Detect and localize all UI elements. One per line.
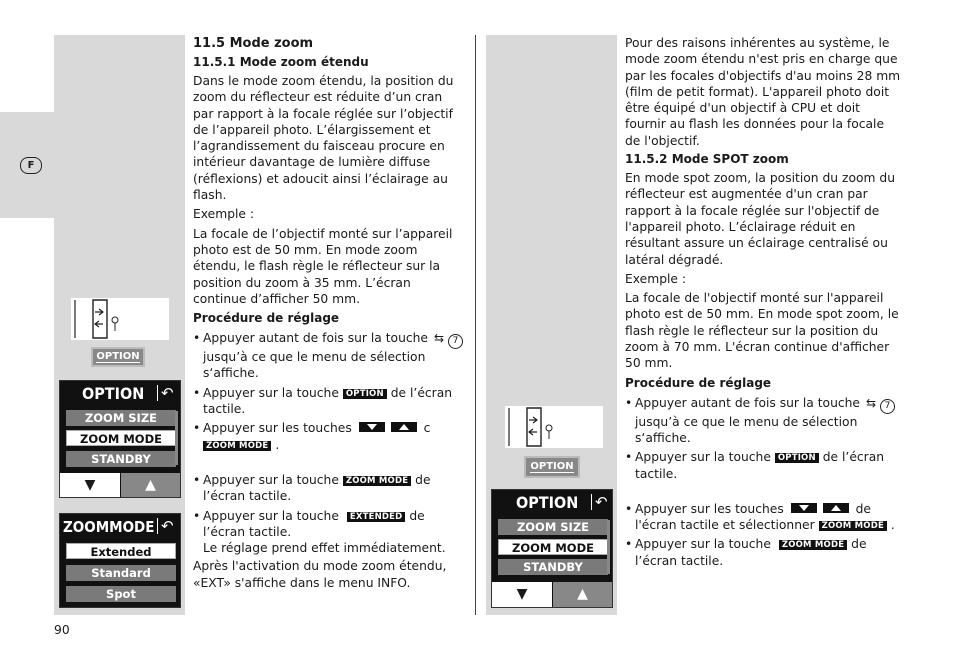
- zoommode-menu-screen: [59, 513, 181, 608]
- paragraph: Après l'activation du mode zoom étendu, «EXT» s'affiche dans le menu INFO.: [193, 559, 447, 590]
- list-item: • Appuyer sur la touche ZOOM MODE de l’écran tactile.: [193, 472, 465, 505]
- menu-item-standard[interactable]: Standard: [66, 565, 176, 581]
- zoom-mode-chip: ZOOM MODE: [779, 540, 847, 550]
- option-menu-screen: [491, 489, 613, 608]
- extended-chip: EXTENDED: [347, 512, 406, 522]
- option-button-label: OPTION: [530, 461, 574, 472]
- menu-item-spot[interactable]: Spot: [66, 586, 176, 602]
- option-menu-screen: [59, 380, 181, 498]
- subsection-title: 11.5.1 Mode zoom étendu: [193, 55, 369, 69]
- list-item: • Appuyer autant de fois sur la touche ⇆ 7 jusqu’à ce que le menu de sélection s‘affiche.: [625, 395, 901, 447]
- option-button[interactable]: [524, 456, 580, 478]
- menu-item-extended[interactable]: Extended: [66, 543, 176, 559]
- down-arrow-icon: [359, 422, 385, 432]
- list-item: • Appuyer sur la touche EXTENDED de l’écran tactile. Le réglage prend effet immédiatement.: [193, 508, 465, 557]
- down-arrow-icon: [791, 503, 817, 513]
- paragraph: Dans le mode zoom étendu, la position du zoom du réflecteur est réduite d’un cran par rapport à la focale réglée sur l’objectif de l’appareil photo. L’élargissement et l’agrandissement du faisceau procure en intérieur davantage de lumière diffuse (réflexions) et adoucit ainsi l’éclairage au flash.: [193, 74, 454, 203]
- paragraph: La focale de l'objectif monté sur l'appareil photo est de 50 mm. En mode spot zoom, le flash règle le réflecteur sur la position du zoom à 70 mm. L'écran continue d'afficher 50 mm.: [625, 291, 899, 371]
- flash-head-illustration: [71, 298, 169, 340]
- section-title: 11.5 Mode zoom: [193, 36, 314, 51]
- flash-head-illustration: [505, 406, 603, 448]
- menu-item-zoom-size[interactable]: ZOOM SIZE: [66, 410, 176, 426]
- zoom-mode-chip: ZOOM MODE: [819, 521, 887, 531]
- back-icon[interactable]: ↶: [157, 518, 174, 534]
- list-item: • Appuyer autant de fois sur la touche ⇆ 7 jusqu’à ce que le menu de sélection s‘affiche.: [193, 330, 465, 382]
- language-badge: F: [20, 157, 42, 174]
- option-chip: OPTION: [343, 389, 387, 399]
- back-icon[interactable]: ↶: [591, 494, 608, 510]
- scrollbar[interactable]: [607, 520, 610, 574]
- menu-item-standby[interactable]: STANDBY: [66, 451, 176, 467]
- procedure-title: Procédure de réglage: [193, 311, 340, 326]
- option-title: OPTION: [82, 384, 145, 403]
- example-label: Exemple :: [625, 271, 687, 286]
- subsection-title: 11.5.2 Mode SPOT zoom: [625, 152, 789, 167]
- key-number-badge: 7: [880, 399, 895, 414]
- option-chip: OPTION: [775, 453, 819, 463]
- back-icon[interactable]: ↶: [157, 385, 174, 401]
- scroll-up-button[interactable]: ▲: [121, 473, 180, 497]
- option-title: OPTION: [516, 493, 579, 512]
- list-item: • Appuyer sur les touches de l'écran tactile et sélectionner ZOOM MODE .: [625, 501, 901, 534]
- menu-item-zoom-size[interactable]: ZOOM SIZE: [498, 519, 608, 535]
- scrollbar[interactable]: [175, 411, 178, 465]
- paragraph: En mode spot zoom, la position du zoom du réflecteur est augmentée d'un cran par rapport à la focale réglée sur l'objectif de l'appareil photo. L’éclairage réduit en résultant assure un éclairage centralisé ou latéral dégradé.: [625, 171, 895, 267]
- swap-icon: ⇆: [865, 395, 877, 410]
- paragraph: Pour des raisons inhérentes au système, le mode zoom étendu n'est pris en charge que par les focales d'objectifs d'au moins 28 mm (film de petit format). L'appareil photo doit être équipé d'un objectif à CPU et doit fournir au flash les données pour la focale de l'objectif.: [625, 36, 901, 148]
- list-item: • Appuyer sur la touche ZOOM MODE de l’écran tactile.: [625, 536, 901, 569]
- procedure-title: Procédure de réglage: [625, 375, 772, 390]
- swap-icon: ⇆: [433, 331, 445, 346]
- menu-item-standby[interactable]: STANDBY: [498, 559, 608, 575]
- scroll-down-button[interactable]: ▼: [60, 473, 120, 497]
- page-number: 90: [54, 623, 70, 637]
- example-label: Exemple :: [193, 207, 255, 222]
- up-arrow-icon: [823, 503, 849, 513]
- column-divider: [475, 35, 476, 615]
- scroll-down-button[interactable]: ▼: [492, 582, 552, 607]
- option-button-label: OPTION: [96, 351, 140, 362]
- key-number-badge: 7: [448, 334, 463, 349]
- left-text-column: [193, 35, 465, 591]
- zoom-mode-chip: ZOOM MODE: [343, 476, 411, 486]
- right-text-column: [625, 35, 901, 569]
- menu-item-zoom-mode[interactable]: ZOOM MODE: [498, 539, 608, 555]
- zoom-mode-chip: ZOOM MODE: [203, 441, 271, 451]
- menu-item-zoom-mode[interactable]: ZOOM MODE: [66, 430, 176, 446]
- paragraph: La focale de l’objectif monté sur l’appareil photo est de 50 mm. En mode zoom étendu, le flash règle le réflecteur sur la position du zoom à 35 mm. L’écran continue d’afficher 50 mm.: [193, 226, 453, 306]
- option-button[interactable]: [91, 347, 145, 367]
- scroll-up-button[interactable]: ▲: [553, 582, 612, 607]
- list-item: • Appuyer sur la touche OPTION de l’écran tactile.: [625, 449, 901, 482]
- zoommode-title: ZOOMMODE: [63, 518, 155, 536]
- up-arrow-icon: [391, 422, 417, 432]
- list-item: • Appuyer sur la touche OPTION de l’écran tactile.: [193, 385, 465, 418]
- list-item: • Appuyer sur les touches c ZOOM MODE .: [193, 420, 465, 453]
